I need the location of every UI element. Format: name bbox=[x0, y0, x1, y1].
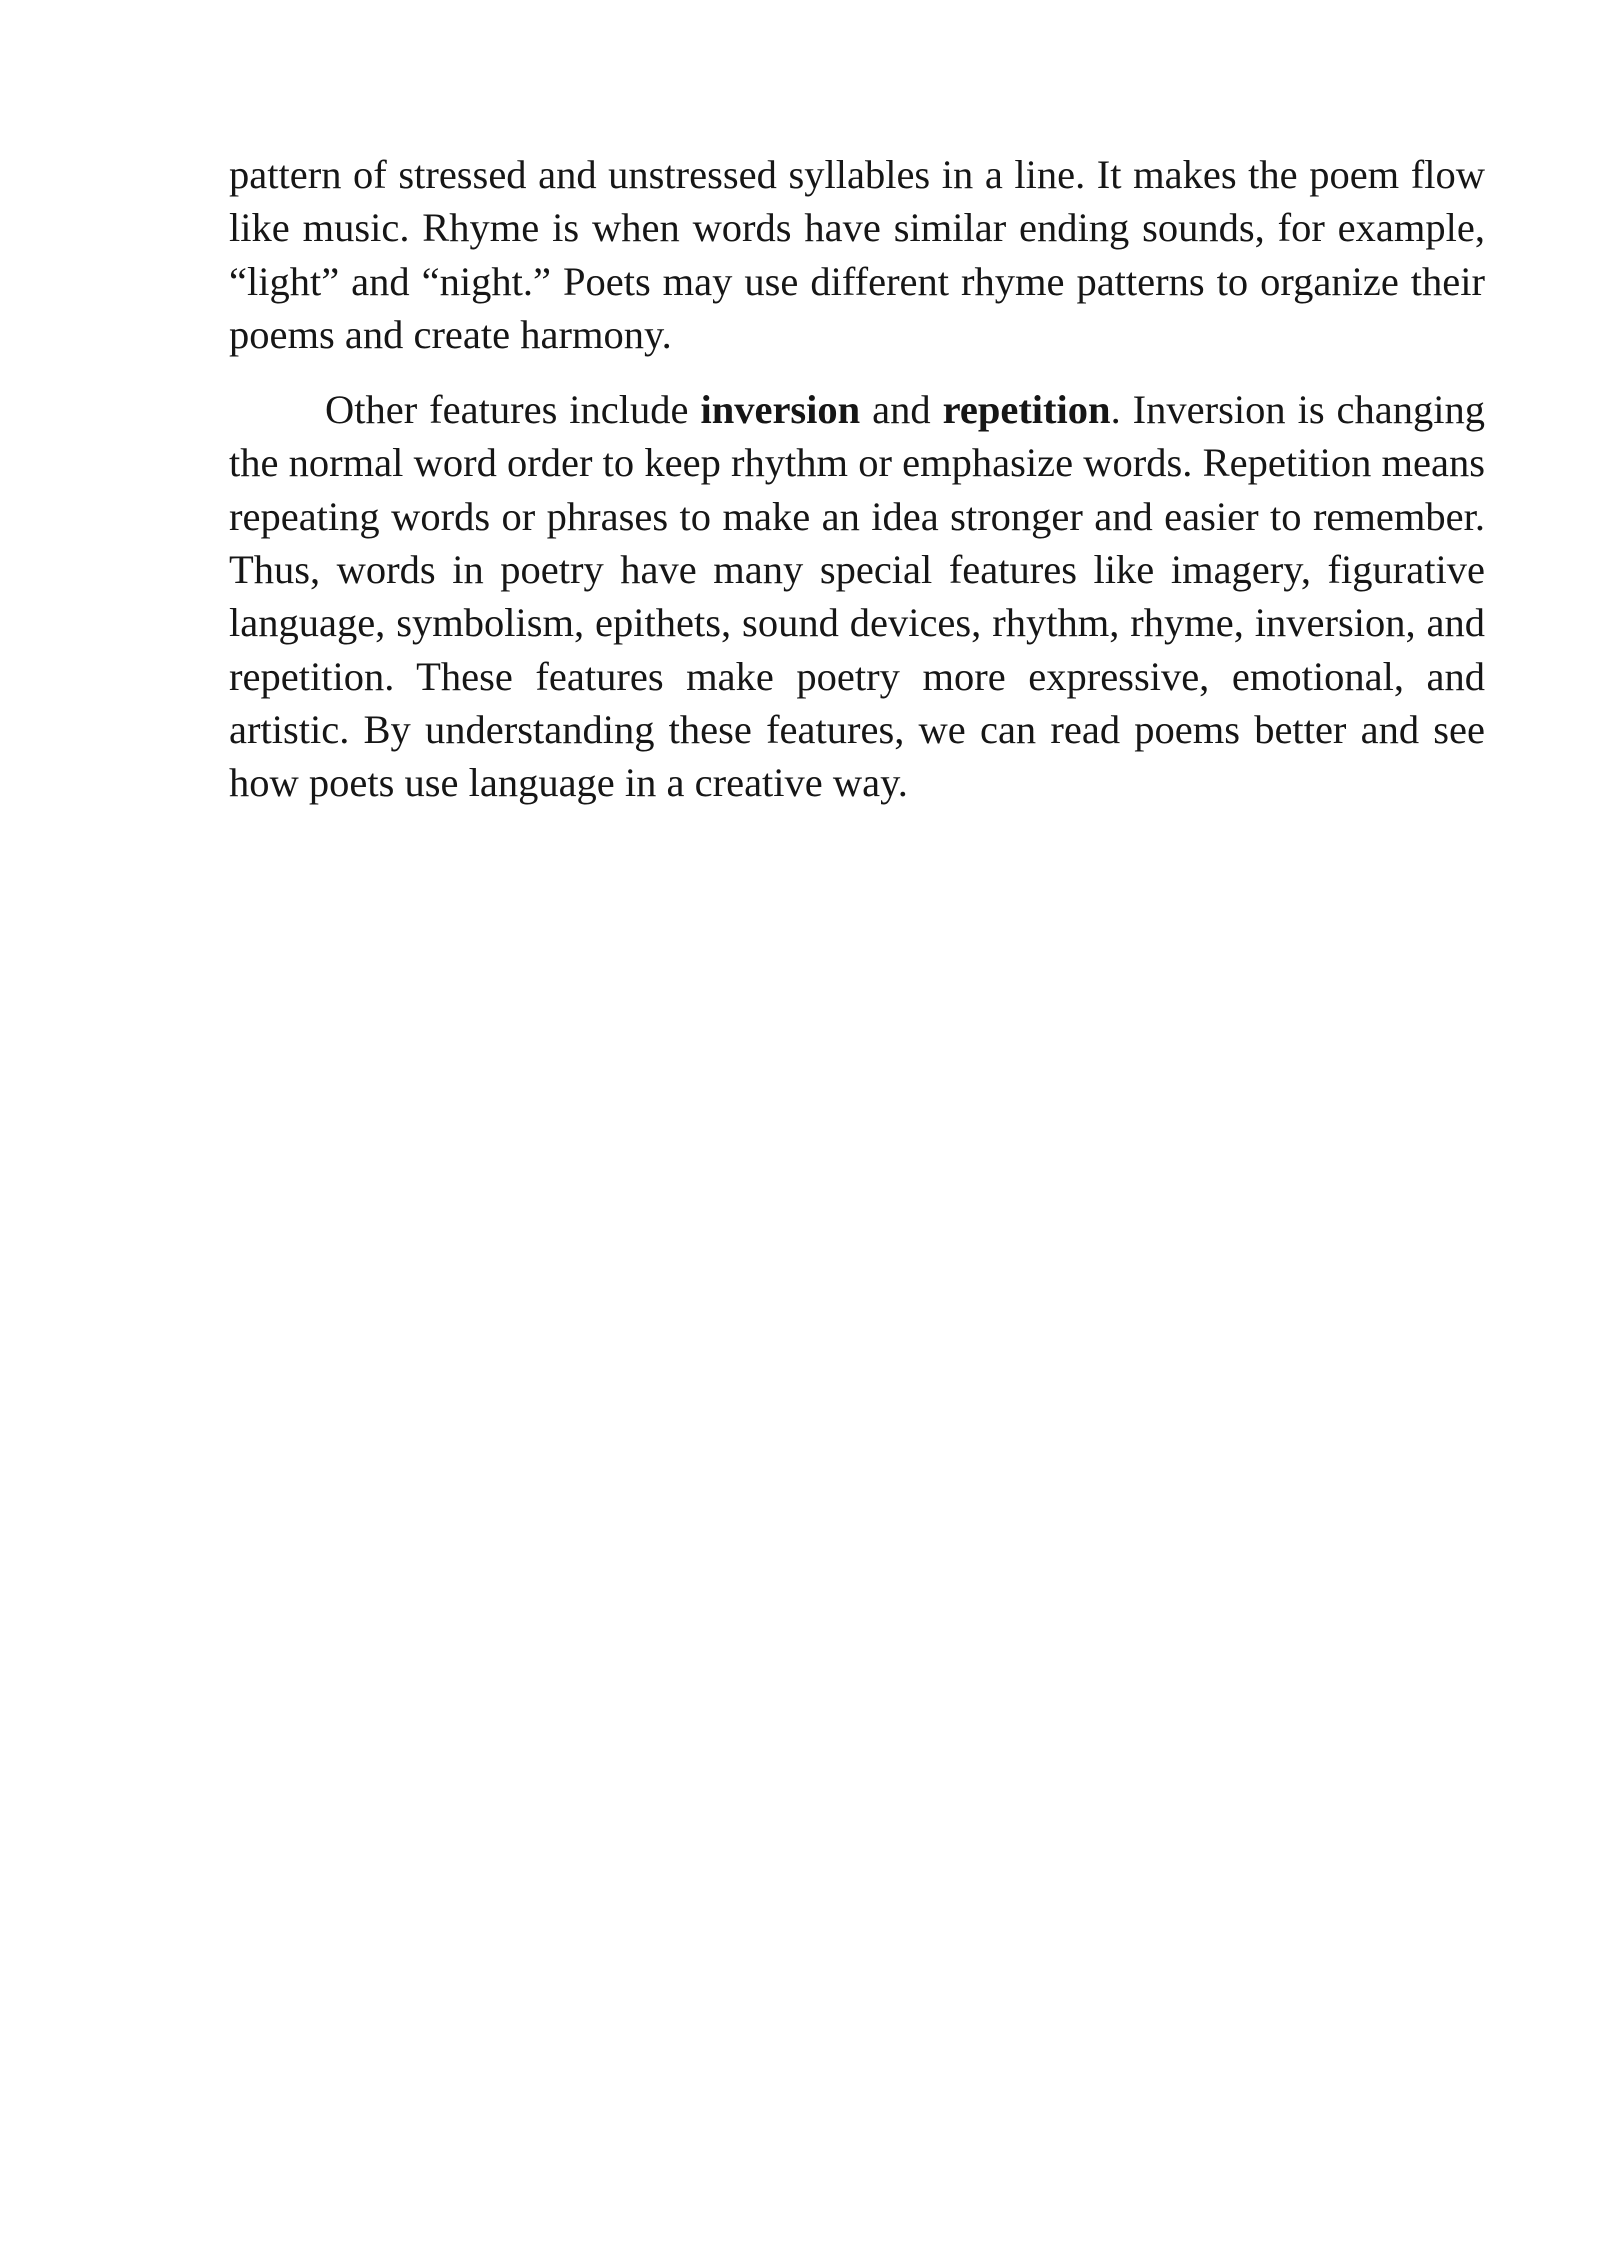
body-text bbox=[229, 148, 1485, 810]
paragraph-joiner-text: and bbox=[860, 387, 943, 433]
term-inversion: inversion bbox=[700, 387, 861, 433]
paragraph-rhythm-rhyme: pattern of stressed and unstressed syllables in a line. It makes the poem flow like music. Rhyme is when words have similar ending sounds, for example, “light” and “night.” Poets may use different rhyme patterns to organize their poems and create harmony. bbox=[229, 152, 1485, 357]
paragraph-lead-text: Other features include bbox=[325, 387, 701, 433]
term-repetition: repetition bbox=[942, 387, 1111, 433]
paragraph-rest-text: . Inversion is changing the normal word order to keep rhythm or emphasize words. Repetition means repeating words or phrases to make an idea stronger and easier to remember. Thus, words in poetry have many special features like imagery, figurative language, symbolism, epithets, sound devices, rhythm, rhyme, inversion, and repetition. These features make poetry more expressive, emotional, and artistic. By understanding these features, we can read poems better and see how poets use language in a creative way. bbox=[229, 387, 1485, 806]
paragraph-inversion-repetition bbox=[229, 383, 1485, 809]
